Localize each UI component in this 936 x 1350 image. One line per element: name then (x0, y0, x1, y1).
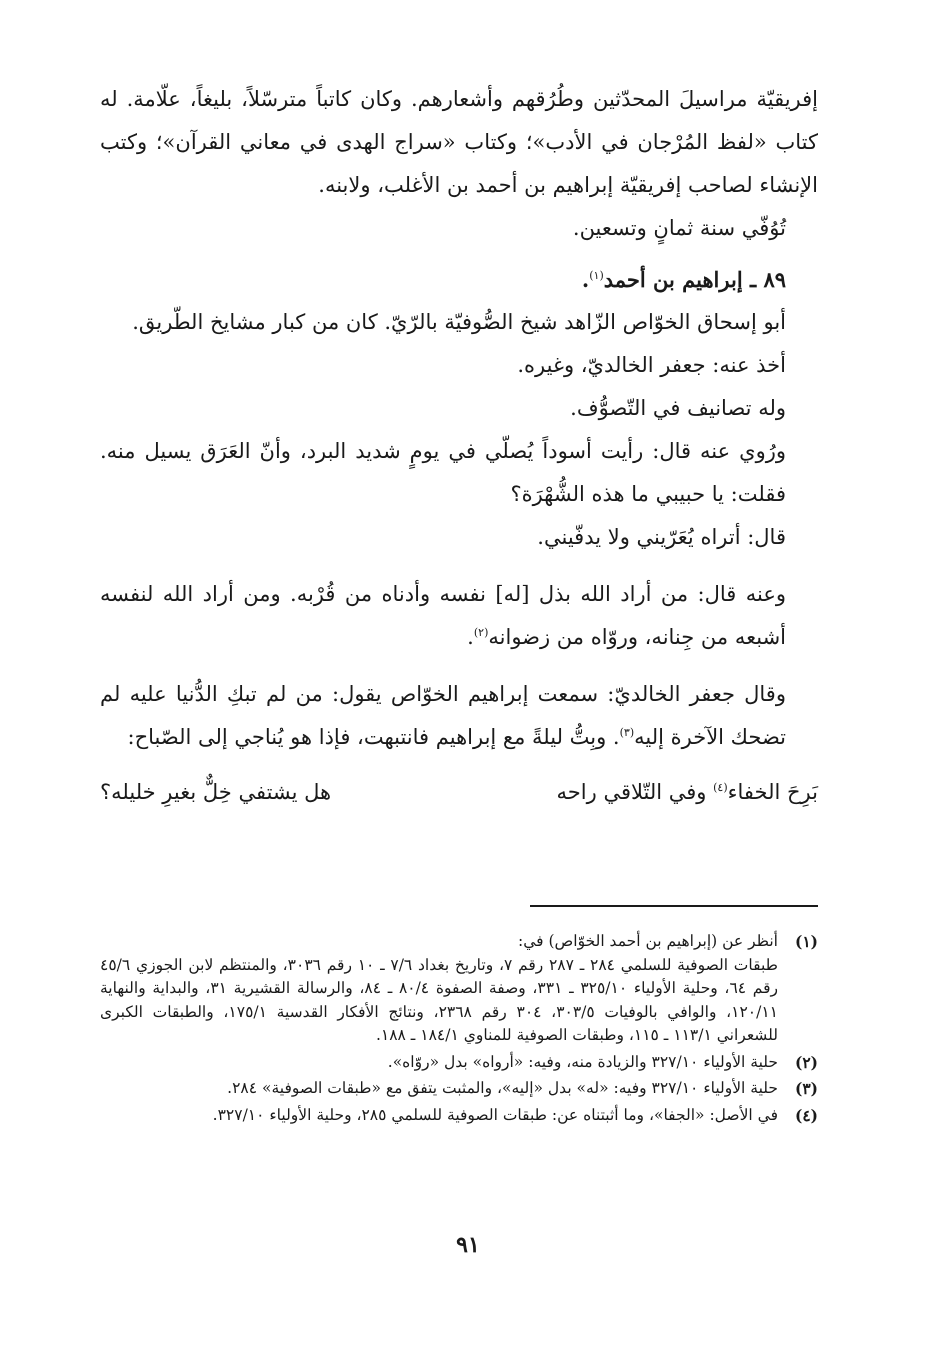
verse-second-hemistich: هل يشتفي خِلٌّ بغيرِ خليله؟ (100, 780, 332, 804)
main-text (100, 78, 818, 814)
footnote-text (100, 1077, 778, 1101)
verse-first-hemistich (557, 771, 818, 814)
entry-intro: أبو إسحاق الخوّاص الزّاهد شيخ الصُّوفيّة بالرّيّ. كان من كبار مشايخ الطّريق. (132, 310, 786, 334)
khalidi-paragraph (100, 673, 818, 759)
footnote-ref: (٢) (473, 626, 489, 639)
footnote-line: حلية الأولياء ٣٢٧/١٠ وفيه: «له» بدل «إليه»، والمثبت يتفق مع «طبقات الصوفية» ٢٨٤. (227, 1079, 778, 1097)
footnote-number: (٣) (794, 1079, 818, 1098)
footnote-number: (١) (794, 932, 818, 951)
verse-first-a: بَرِحَ الخفاء (727, 780, 818, 804)
verse-line (100, 771, 818, 814)
verse-first-b: وفي التّلاقي راحه (556, 780, 714, 804)
took-from: أخذ عنه: جعفر الخالديّ، وغيره. (517, 353, 786, 377)
footnote-text (100, 1051, 778, 1075)
entry-heading (100, 258, 818, 301)
khalidi-text-1: وقال جعفر الخالديّ: سمعت إبراهيم الخوّاص يقول: من لم تبكِ الدُّنيا عليه لم تضحك الآخرة إليه (100, 682, 786, 749)
paragraph-biography-end (100, 78, 818, 207)
saying-paragraph (100, 573, 818, 659)
page-number: ٩١ (456, 1232, 480, 1258)
footnote-number: (٢) (794, 1052, 818, 1072)
footnote-1 (100, 930, 818, 1048)
footnote-line: أنظر عن (إبراهيم بن أحمد الخوّاص) في: (518, 932, 778, 950)
footnote-ref: (١) (589, 269, 604, 282)
footnote-4 (100, 1104, 818, 1128)
footnote-line: في الأصل: «الجفا»، وما أثبتناه عن: طبقات الصوفية للسلمي ٢٨٥، وحلية الأولياء ٣٢٧/١٠. (212, 1105, 778, 1124)
footnotes (100, 930, 818, 1130)
entry-title: ٨٩ ـ إبراهيم بن أحمد (603, 267, 786, 292)
saying-text: وعنه قال: من أراد الله بذل [له] نفسه وأدناه من قُرْبه. ومن أراد الله لنفسه أشبعه من جِنانه، وروّاه من زضوانه (100, 582, 786, 649)
death-note: تُوُفّي سنة ثمانٍ وتسعين. (572, 216, 786, 240)
line: إفريقيّة مراسيلَ المحدّثين وطُرُقهم وأشعارهم. وكان كاتباً مترسّلاً، بليغاً، (189, 87, 819, 111)
line: علّامة. له كتاب «لفظ المُرْجان في الأدب»؛ وكتاب «سراج الهدى في معاني (100, 87, 818, 154)
footnote-line: حلية الأولياء ٣٢٧/١٠ والزيادة منه، وفيه: «أرواه» بدل «روّاه». (387, 1052, 778, 1071)
footnote-line: طبقات الصوفية للسلمي ٢٨٤ ـ ٢٨٧ رقم ٧، وتاريخ بغداد ٧/٦ ـ ١٠ رقم ٣٠٣٦، والمنتظم لابن الجوزي ٤٥/٦ رقم ٦٤، وحلية الأولياء ٣٢٥/١٠ ـ ٣٣١، وصفة الصفوة ٨٠/٤ ـ ٨٤، والرسالة القشيرية ٣١، والبداية والنهاية ١٢٠/١١، والوافي بالوفيات ٣٠٣/٥، ٣٠٤ رقم ٢٣٦٨، ونتائج الأفكار القدسية ١٧٥/١، والطبقات الكبرى للشعراني ١١٣/١ ـ ١١٥، وطبقات الصوفية للمناوي ١٨٤/١ ـ ١٨٨. (100, 955, 778, 1044)
footnote-ref: (٣) (619, 726, 635, 739)
line: القرآن»؛ وكتب الإنشاء لصاحب إفريقيّة إبراهيم بن أحمد بن الأغلب، ولابنه. (100, 130, 818, 197)
khalidi-text-2: . وبِتُّ ليلةً مع إبراهيم فانتبهت، فإذا هو يُناجي إلى الصّباح: (127, 725, 620, 749)
footnote-divider (530, 905, 818, 907)
footnote-number: (٤) (794, 1105, 818, 1125)
footnote-text (100, 930, 778, 1048)
footnote-2 (100, 1051, 818, 1075)
footnote-text (100, 1104, 778, 1128)
story-paragraph: ورُوي عنه قال: رأيت أسوداً يُصلّي في يومٍ شديد البرد، وأنّ العَرَق يسيل منه. فقلت: يا حبيبي ما هذه الشُّهْرَة؟ (100, 439, 786, 506)
footnote-3 (100, 1077, 818, 1101)
saying-end: . (467, 625, 474, 649)
entry-title-end: . (581, 267, 590, 292)
works: وله تصانيف في التّصوُّف. (570, 396, 786, 420)
story-reply: قال: أتراه يُعَرّيني ولا يدفّيني. (537, 525, 786, 549)
footnote-ref: (٤) (713, 781, 728, 794)
